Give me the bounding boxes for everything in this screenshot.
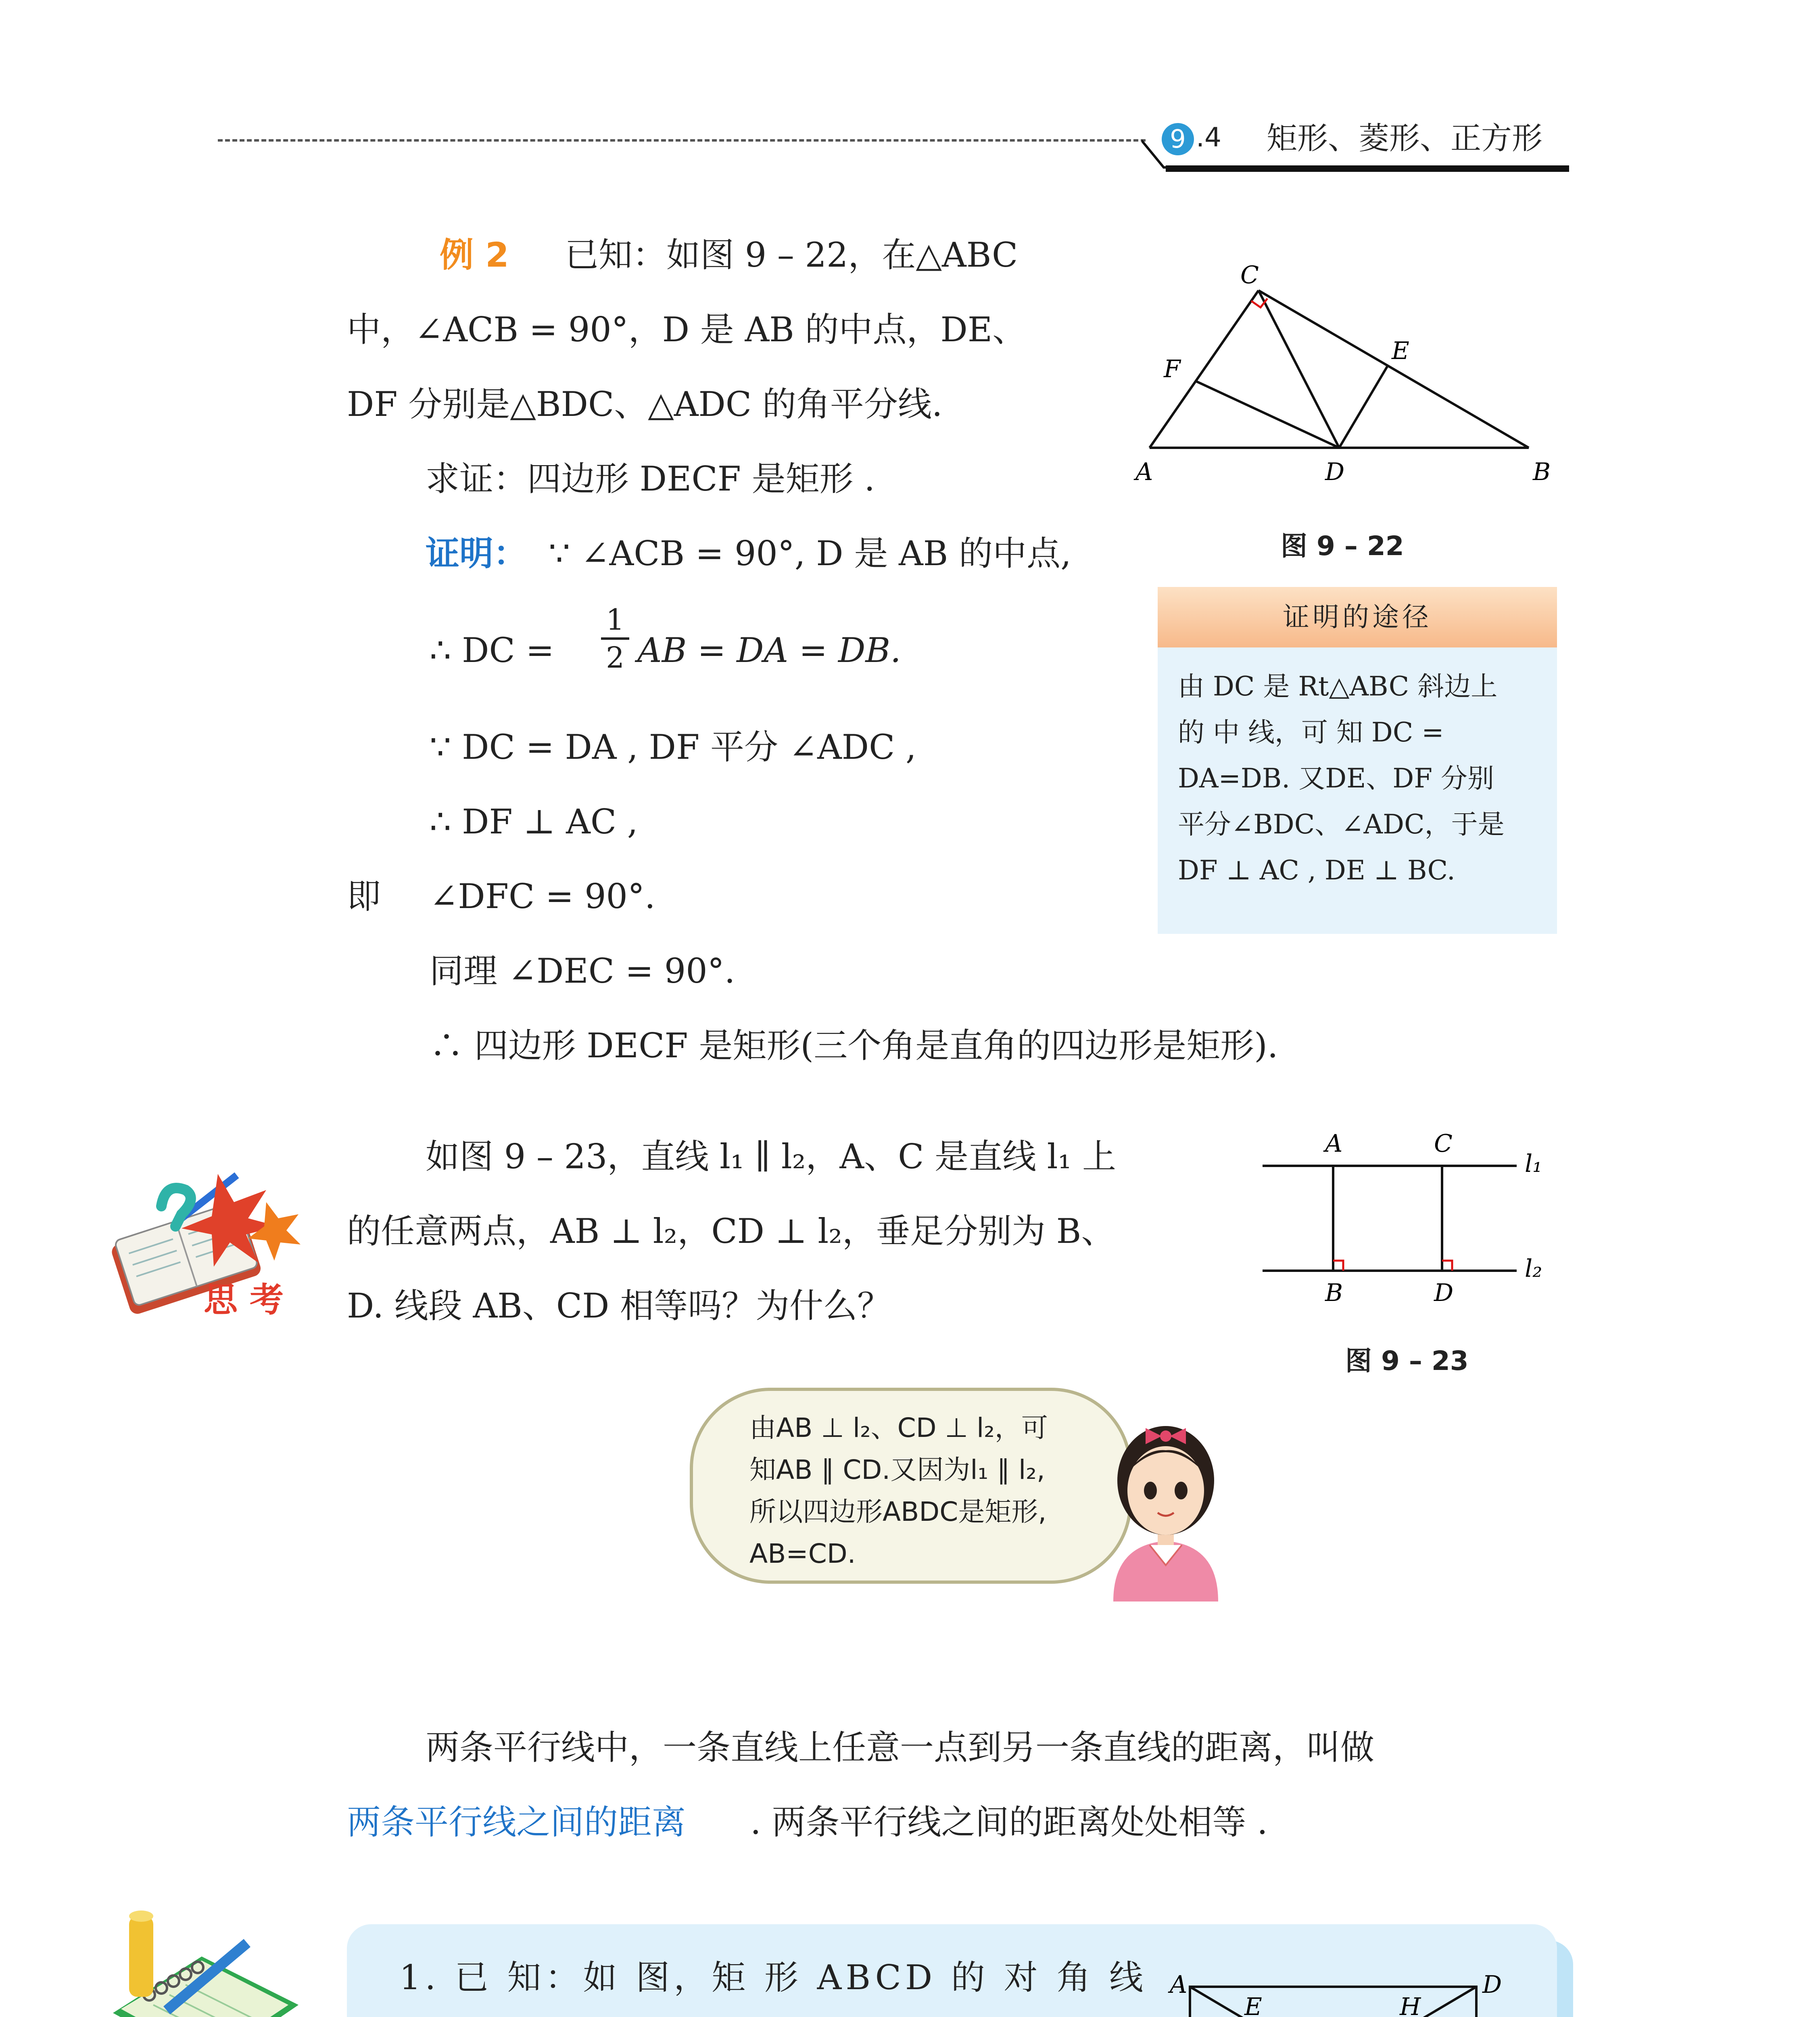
think-line-1: 如图 9 – 23，直线 l₁ ∥ l₂，A、C 是直线 l₁ 上: [426, 1137, 1116, 1176]
fig22-label-a: A: [1135, 458, 1153, 486]
proof-line-2a: ∴ DC =: [430, 631, 554, 670]
fig23-label-c: C: [1434, 1130, 1453, 1158]
section-number: .4: [1196, 122, 1221, 153]
fig22-label-f: F: [1164, 355, 1181, 383]
proof-conclusion: ∴ 四边形 DECF 是矩形(三个角是直角的四边形是矩形).: [430, 1026, 1278, 1065]
fig22-right-angle-mark: [1251, 299, 1267, 307]
exercise-notebook-icon: [105, 1908, 307, 2017]
figure-9-22: [1121, 250, 1573, 500]
proof-ji: 即: [347, 877, 381, 916]
exercise-line-1: 1. 已 知：如 图，矩 形 ABCD 的 对 角 线: [399, 1958, 1148, 1997]
think-line-3: D. 线段 AB、CD 相等吗？为什么？: [347, 1286, 891, 1326]
proof-line-4: ∴ DF ⊥ AC ,: [430, 802, 638, 841]
chapter-badge: 9: [1162, 123, 1194, 155]
think-line-2: 的任意两点，AB ⊥ l₂，CD ⊥ l₂，垂足分别为 B、: [347, 1211, 1115, 1251]
section-title: 矩形、菱形、正方形: [1267, 120, 1542, 156]
fig23-label-l2: l₂: [1525, 1255, 1542, 1283]
fig22-segment-de: [1339, 366, 1388, 448]
fraction-denominator: 2: [606, 641, 624, 674]
fig22-label-c: C: [1240, 261, 1259, 289]
proof-line-6: 同理 ∠DEC = 90°.: [430, 951, 735, 991]
bubble-line: 知AB ∥ CD.又因为l₁ ∥ l₂,: [749, 1454, 1045, 1485]
proof-path-line: DF ⊥ AC , DE ⊥ BC.: [1178, 855, 1455, 886]
fig22-label-b: B: [1533, 458, 1551, 486]
figure-9-23: [1254, 1125, 1569, 1311]
definition-line-1: 两条平行线中，一条直线上任意一点到另一条直线的距离，叫做: [426, 1728, 1375, 1767]
proof-path-line: 由 DC 是 Rt△ABC 斜边上: [1178, 671, 1498, 702]
proof-line-1: ∵ ∠ACB = 90°, D 是 AB 的中点,: [549, 534, 1071, 573]
fig22-caption: 图 9 – 22: [1281, 530, 1404, 562]
proof-line-5: ∠DFC = 90°.: [430, 877, 655, 916]
prove-statement: 求证：四边形 DECF 是矩形 .: [426, 459, 875, 499]
proof-line-2b: AB = DA = DB.: [637, 631, 901, 670]
fraction-numerator: 1: [606, 603, 624, 637]
proof-path-line: 平分∠BDC、∠ADC，于是: [1178, 809, 1505, 840]
fig23-right-angle-b: [1333, 1261, 1343, 1271]
fig23-right-angle-d: [1442, 1261, 1452, 1271]
fig22-segment-df: [1196, 381, 1339, 448]
example-line-3: DF 分别是△BDC、△ADC 的角平分线.: [347, 384, 943, 424]
example-label: 例 2: [440, 235, 509, 275]
ex-label-d: D: [1482, 1971, 1502, 1999]
ex-label-e: E: [1244, 1993, 1262, 2017]
fig23-label-a: A: [1325, 1130, 1343, 1158]
bubble-line: 由AB ⊥ l₂、CD ⊥ l₂，可: [749, 1412, 1048, 1443]
bubble-line: AB=CD.: [749, 1538, 856, 1569]
example-line-2: 中，∠ACB = 90°，D 是 AB 的中点，DE、: [347, 310, 1027, 349]
fig23-label-d: D: [1434, 1279, 1454, 1307]
definition-term: 两条平行线之间的距离: [347, 1802, 686, 1842]
fig22-label-d: D: [1325, 458, 1345, 486]
ex-label-h: H: [1400, 1993, 1421, 2017]
ex-label-a: A: [1170, 1971, 1188, 1999]
proof-line-3: ∵ DC = DA , DF 平分 ∠ADC ,: [430, 727, 916, 767]
fig22-label-e: E: [1392, 337, 1409, 365]
think-icon-label: 思考: [204, 1280, 296, 1320]
example-line-1: 已知：如图 9 – 22，在△ABC: [565, 235, 1018, 275]
exercise-figure: [1154, 1969, 1517, 2017]
fraction-bar: [601, 637, 629, 640]
proof-path-line: 的 中 线，可 知 DC =: [1178, 717, 1444, 748]
definition-rest: . 两条平行线之间的距离处处相等 .: [750, 1802, 1268, 1842]
fig23-label-b: B: [1325, 1279, 1343, 1307]
speech-bubble: [690, 1388, 1132, 1584]
girl-illustration: [1097, 1384, 1234, 1601]
proof-path-title: 证明的途径: [1158, 587, 1557, 647]
header-dotted-rule: [218, 139, 1146, 142]
fig23-label-l1: l₁: [1525, 1150, 1542, 1178]
proof-path-line: DA=DB. 又DE、DF 分别: [1178, 763, 1494, 794]
proof-path-box: [1158, 587, 1557, 934]
fig23-caption: 图 9 – 23: [1345, 1345, 1469, 1376]
bubble-line: 所以四边形ABDC是矩形,: [749, 1496, 1047, 1527]
fraction-half: [601, 605, 629, 672]
proof-label: 证明：: [426, 534, 528, 573]
